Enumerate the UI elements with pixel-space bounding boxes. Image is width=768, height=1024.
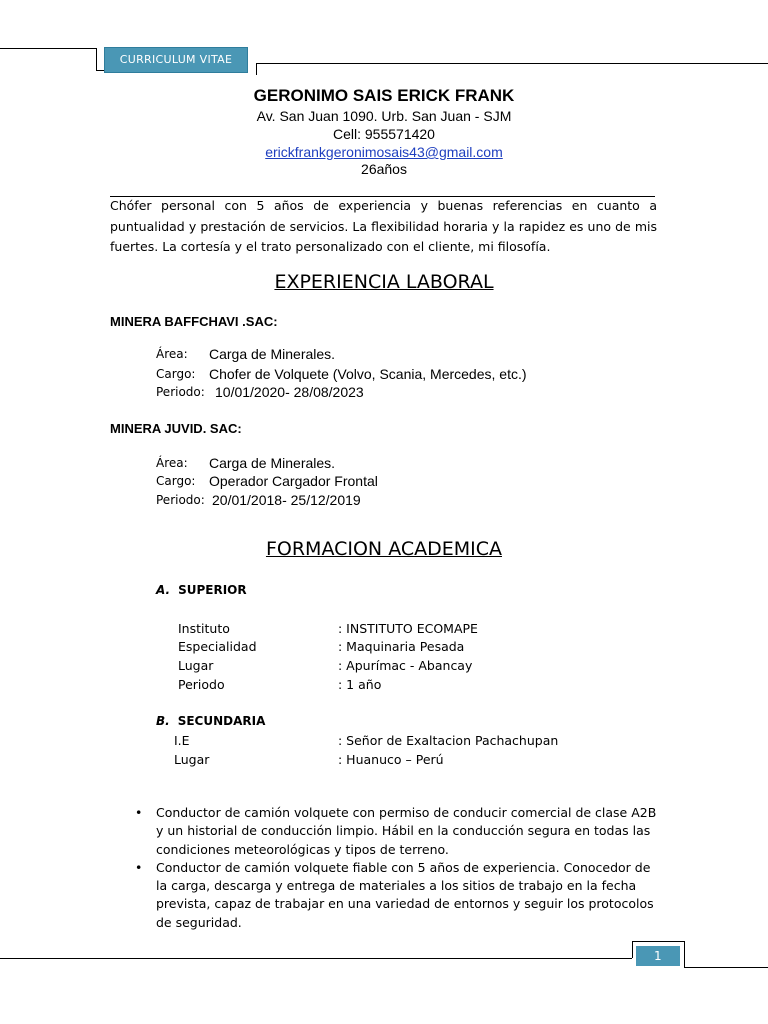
bullet-icon: • — [135, 805, 143, 820]
job-periodo: 10/01/2020- 28/08/2023 — [215, 384, 364, 400]
job-cargo: Chofer de Volquete (Volvo, Scania, Mercedes, etc.) — [209, 366, 527, 382]
job-periodo: 20/01/2018- 25/12/2019 — [212, 492, 361, 508]
job-company: MINERA BAFFCHAVI .SAC: — [110, 314, 278, 329]
footer-rule-right-drop — [684, 941, 685, 967]
job-periodo-label: Periodo: — [156, 385, 205, 399]
footer-rule-left-rise — [632, 941, 633, 958]
edu-row-value: : INSTITUTO ECOMAPE — [338, 621, 478, 636]
skill-text: Conductor de camión volquete fiable con 5 años de experiencia. Conocedor de la carga, descarga y entrega de materiales a los sitios de trabajo en la fecha prevista, capaz de trabajar en una variedad de entornos y seguir los protocolos de seguridad. — [156, 859, 654, 930]
age: 26años — [361, 161, 407, 177]
edu-row-label: Lugar — [178, 658, 214, 673]
header-rule-right-drop — [256, 63, 257, 75]
list-item — [135, 859, 665, 932]
page-number: 1 — [636, 946, 680, 966]
header-rule-left-low — [96, 70, 104, 71]
cell-phone: Cell: 955571420 — [333, 126, 435, 142]
edu-row-label: Lugar — [174, 752, 210, 767]
curriculum-vitae-badge: CURRICULUM VITAE — [104, 47, 248, 73]
education-superior-heading — [156, 583, 247, 597]
header-rule-right — [256, 63, 768, 64]
job-periodo-label: Periodo: — [156, 493, 205, 507]
edu-row-value: : 1 año — [338, 677, 382, 692]
job-cargo: Operador Cargador Frontal — [209, 473, 378, 489]
edu-row-label: Instituto — [178, 621, 230, 636]
job-area: Carga de Minerales. — [209, 455, 336, 471]
experience-title: EXPERIENCIA LABORAL — [274, 271, 494, 293]
secundaria-label: SECUNDARIA — [177, 714, 266, 728]
skill-text: Conductor de camión volquete con permiso de conducir comercial de clase A2B y un historial de conducción limpio. Hábil en la conducción segura en todas las condiciones meteorológicas y tipos de terreno. — [156, 805, 657, 857]
list-item — [135, 804, 665, 859]
footer-rule-left — [0, 958, 632, 959]
education-title: FORMACION ACADEMICA — [265, 538, 503, 560]
job-cargo-label: Cargo: — [156, 367, 196, 381]
candidate-name: GERONIMO SAIS ERICK FRANK — [253, 86, 515, 105]
job-cargo-label: Cargo: — [156, 474, 196, 488]
superior-letter: A. — [156, 583, 171, 597]
edu-row-value: : Señor de Exaltacion Pachachupan — [338, 733, 559, 748]
header-rule-left-drop — [96, 48, 97, 70]
education-secundaria-heading — [156, 714, 265, 728]
bullet-icon: • — [135, 859, 143, 875]
email-text[interactable]: erickfrankgeronimosais43@gmail.com — [265, 144, 503, 160]
edu-row-label: I.E — [174, 733, 190, 748]
job-company: MINERA JUVID. SAC: — [110, 421, 242, 436]
job-area-label: Área: — [156, 347, 188, 361]
address: Av. San Juan 1090. Urb. San Juan - SJM — [256, 108, 512, 124]
job-area-label: Área: — [156, 456, 188, 470]
skills-list — [135, 804, 665, 932]
job-area: Carga de Minerales. — [209, 346, 336, 362]
secundaria-letter: B. — [156, 714, 170, 728]
header-rule-left — [0, 48, 96, 49]
profile-summary: Chófer personal con 5 años de experiencia y buenas referencias en cuanto a puntualidad y prestación de servicios. La flexibilidad horaria y la rapidez es uno de mis fuertes. La cortesía y el trato personalizado con el cliente, mi filosofía. — [110, 198, 657, 254]
footer-rule-right — [684, 967, 768, 968]
edu-row-value: : Maquinaria Pesada — [338, 639, 465, 654]
edu-row-value: : Huanuco – Perú — [338, 752, 444, 767]
edu-row-label: Especialidad — [178, 639, 257, 654]
footer-rule-left-top — [632, 941, 684, 942]
email-link[interactable] — [0, 144, 768, 160]
edu-row-label: Periodo — [178, 677, 225, 692]
superior-label: SUPERIOR — [178, 583, 247, 597]
edu-row-value: : Apurímac - Abancay — [338, 658, 473, 673]
